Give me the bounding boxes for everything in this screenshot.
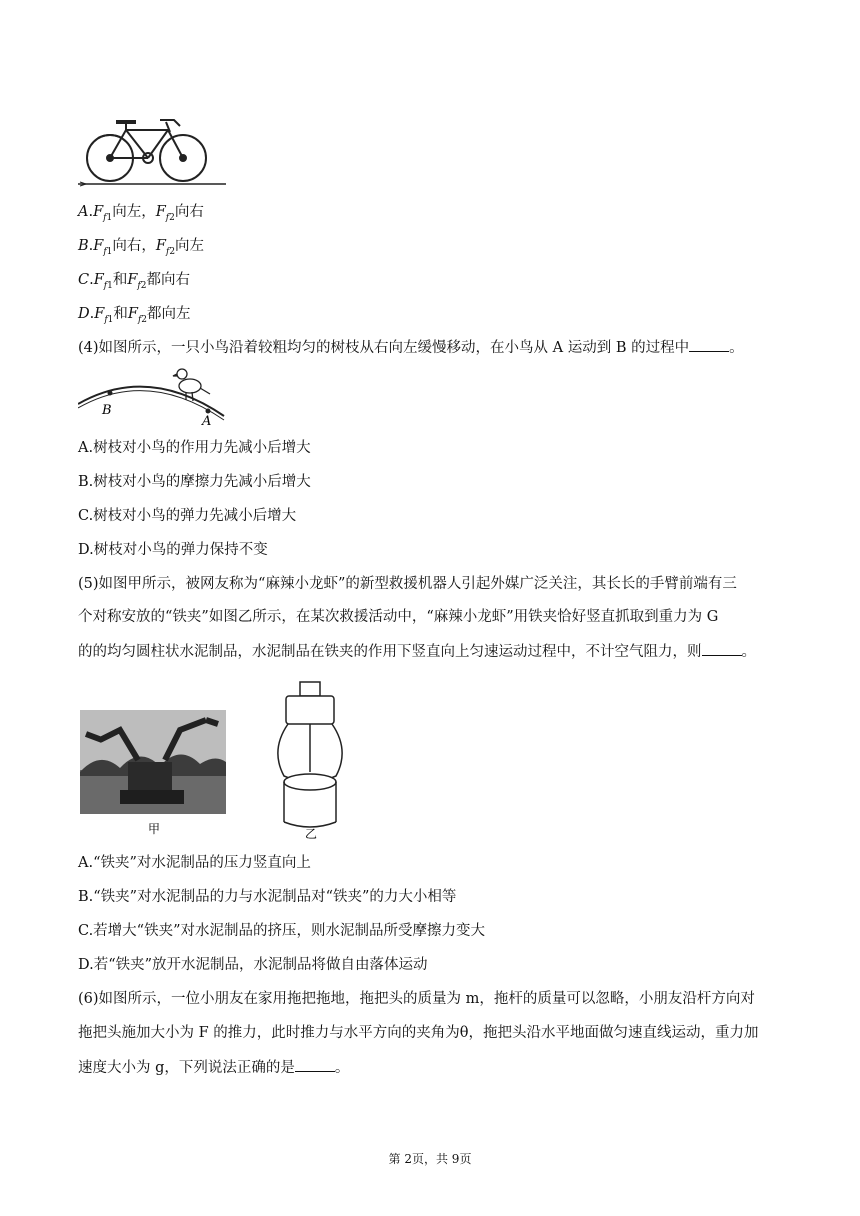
q4-option-b[interactable] xyxy=(78,472,311,492)
robot-photo-figure xyxy=(80,710,230,838)
clamp-figure xyxy=(268,680,354,840)
bird-branch-figure xyxy=(78,364,228,426)
q5-option-c-text: C.若增大“铁夹”对水泥制品的挤压，则水泥制品所受摩擦力变大 xyxy=(78,923,486,939)
q5-option-b-text: B.“铁夹”对水泥制品的力与水泥制品对“铁夹”的力大小相等 xyxy=(78,889,457,905)
q5-option-c[interactable] xyxy=(78,921,485,941)
q6-stem-line-3 xyxy=(78,1057,349,1078)
q6-stem-1-text: (6)如图所示，一位小朋友在家用拖把拖地，拖把头的质量为 m，拖杆的质量可以忽略，小朋友沿杆方向对 xyxy=(78,991,755,1007)
q5-answer-blank[interactable] xyxy=(702,641,742,656)
q4-option-a[interactable] xyxy=(78,438,311,458)
q6-stem-line-2 xyxy=(78,1023,759,1043)
q4-option-a-text: A.树枝对小鸟的作用力先减小后增大 xyxy=(78,440,311,456)
q5-stem-1-text: (5)如图甲所示，被网友称为“麻辣小龙虾”的新型救援机器人引起外媒广泛关注，其长长的手臂前端有三 xyxy=(78,576,737,592)
figure-yi-label: 乙 xyxy=(305,827,318,840)
q4-option-c-text: C.树枝对小鸟的弹力先减小后增大 xyxy=(78,508,297,524)
q5-stem-line-1 xyxy=(78,574,737,594)
page-footer: 第 2页，共 9页 xyxy=(388,1152,472,1166)
q6-answer-blank[interactable] xyxy=(295,1057,335,1072)
q4-option-d-text: D.树枝对小鸟的弹力保持不变 xyxy=(78,542,268,558)
q4-option-d[interactable] xyxy=(78,540,268,560)
point-a-label: A xyxy=(202,414,212,426)
q5-stem-2-text: 个对称安放的“铁夹”如图乙所示，在某次救援活动中，“麻辣小龙虾”用铁夹恰好竖直抓取到重力为 G xyxy=(78,609,719,625)
q4-stem-end: 。 xyxy=(729,340,744,356)
q4-answer-blank[interactable] xyxy=(689,337,729,352)
q5-option-b[interactable] xyxy=(78,887,456,907)
q5-stem-end: 。 xyxy=(741,644,756,660)
q6-stem-2-text: 拖把头施加大小为 F 的推力，此时推力与水平方向的夹角为θ，拖把头沿水平地面做匀速直线运动，重力加 xyxy=(78,1025,759,1041)
q5-option-a[interactable] xyxy=(78,853,311,873)
q5-stem-line-2 xyxy=(78,607,718,627)
q6-stem-line-1 xyxy=(78,989,755,1009)
figure-jia-label: 甲 xyxy=(148,822,161,836)
q4-stem-text: (4)如图所示，一只小鸟沿着较粗均匀的树枝从右向左缓慢移动，在小鸟从 A 运动到 B 的过程中 xyxy=(78,340,690,356)
q3-option-b[interactable]: $B.F_{f1}$向右，$F_{f2}$向左 xyxy=(78,238,205,257)
q6-stem-end: 。 xyxy=(334,1060,350,1076)
q4-option-c[interactable] xyxy=(78,506,296,526)
q5-option-a-text: A.“铁夹”对水泥制品的压力竖直向上 xyxy=(78,855,311,871)
q5-stem-line-3 xyxy=(78,641,756,662)
q4-option-b-text: B.树枝对小鸟的摩擦力先减小后增大 xyxy=(78,474,311,490)
q5-option-d[interactable] xyxy=(78,955,428,975)
q5-option-d-text: D.若“铁夹”放开水泥制品，水泥制品将做自由落体运动 xyxy=(78,957,428,973)
q3-option-a[interactable]: $A.F_{f1}$向左，$F_{f2}$向右 xyxy=(78,204,204,223)
point-b-label: B xyxy=(102,403,112,418)
q4-stem xyxy=(78,337,744,358)
q3-option-c[interactable]: $C.F_{f1}$和$F_{f2}$都向右 xyxy=(78,272,190,291)
q3-option-d[interactable]: $D.F_{f1}$和$F_{f2}$都向左 xyxy=(78,306,191,325)
bicycle-figure xyxy=(78,108,228,188)
q6-stem-3-text: 速度大小为 g，下列说法正确的是 xyxy=(78,1060,295,1076)
q5-stem-3-text: 的的均匀圆柱状水泥制品，水泥制品在铁夹的作用下竖直向上匀速运动过程中，不计空气阻力，则 xyxy=(78,644,702,660)
